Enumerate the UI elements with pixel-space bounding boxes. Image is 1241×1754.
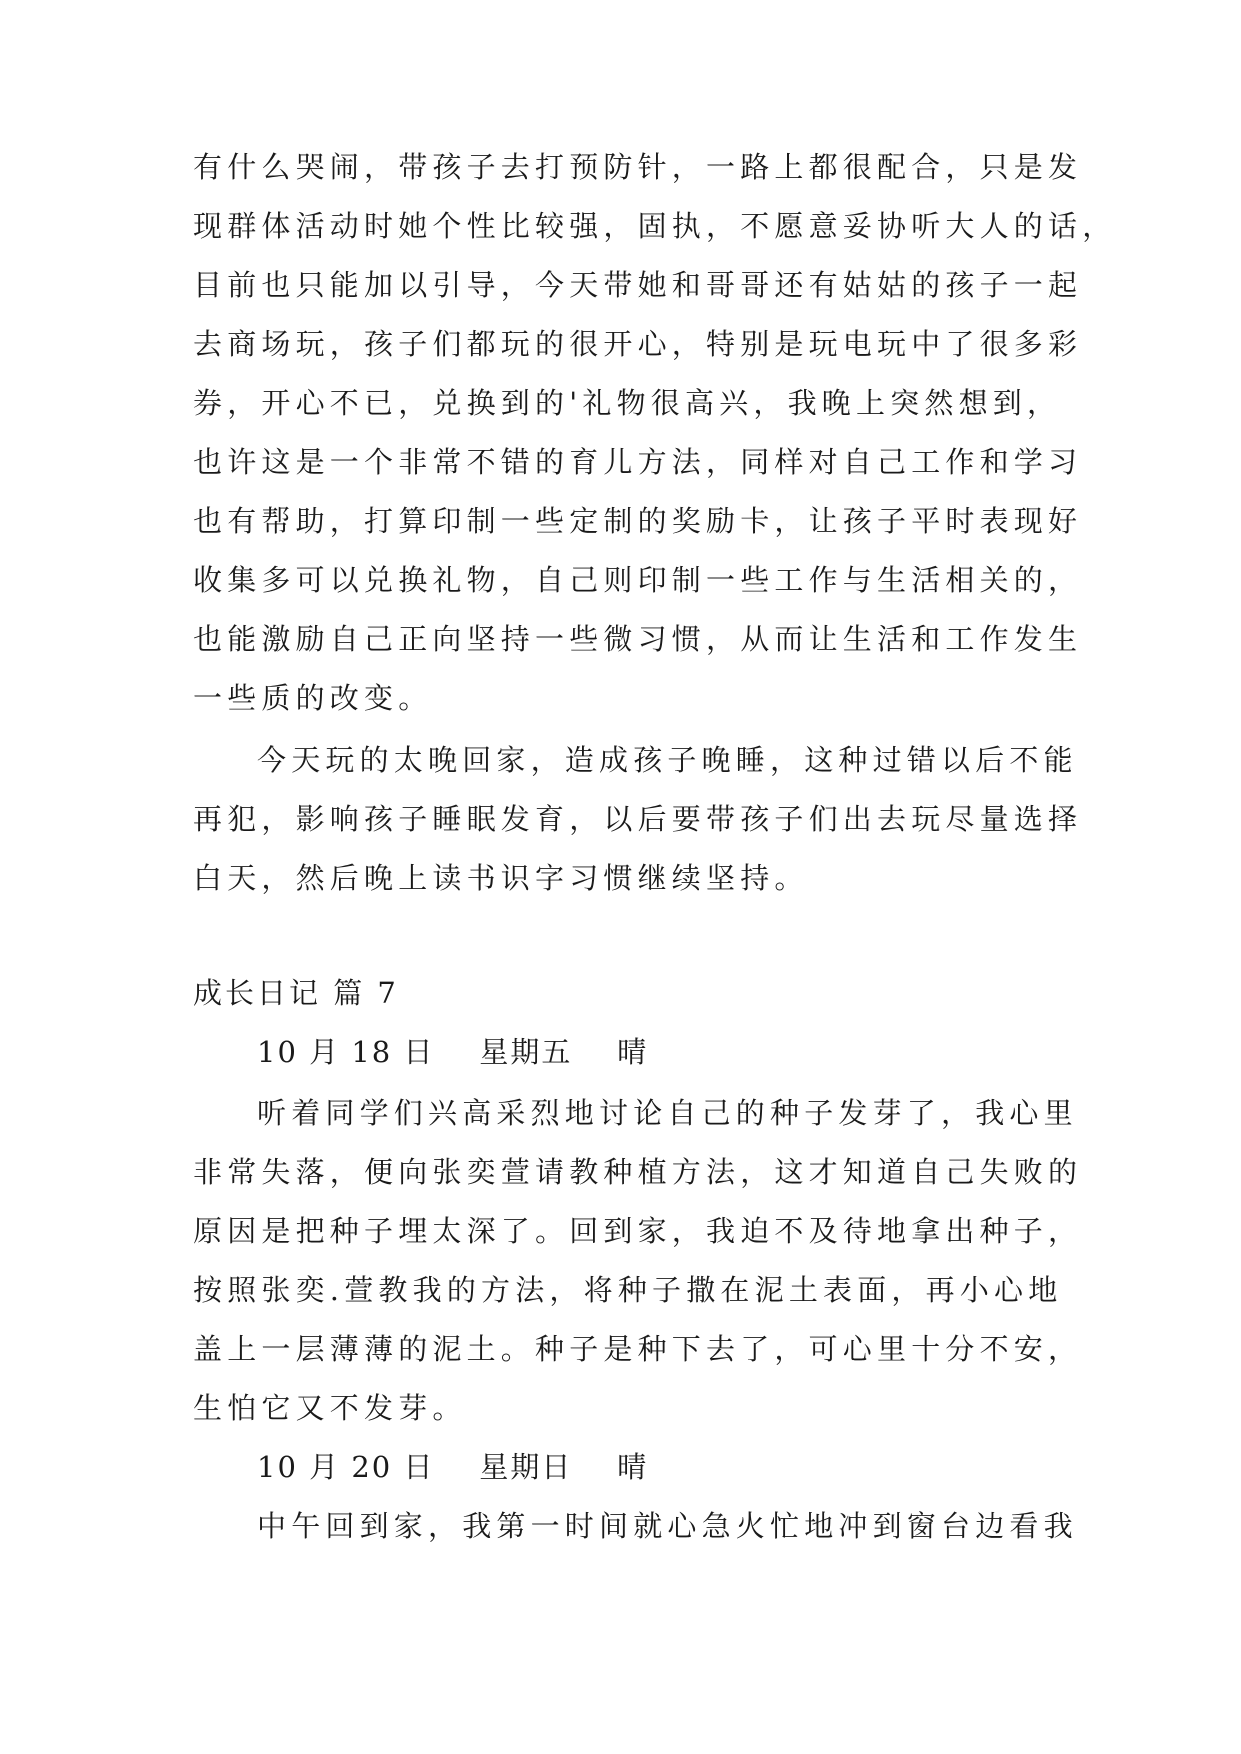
paragraph-line: 目前也只能加以引导，今天带她和哥哥还有姑姑的孩子一起: [193, 268, 1083, 302]
paragraph-line: 非常失落，便向张奕萱请教种植方法，这才知道自己失败的: [193, 1155, 1083, 1189]
paragraph-line: 听着同学们兴高采烈地讨论自己的种子发芽了，我心里: [257, 1096, 1078, 1130]
paragraph-line: 原因是把种子埋太深了。回到家，我迫不及待地拿出种子，: [193, 1214, 1083, 1248]
paragraph-line: 盖上一层薄薄的泥土。种子是种下去了，可心里十分不安，: [193, 1332, 1083, 1366]
entry-date-line: 10 月 18 日 星期五 晴: [257, 1035, 649, 1069]
paragraph-line: 现群体活动时她个性比较强，固执，不愿意妥协听大人的话，: [193, 209, 1117, 243]
paragraph-line: 白天，然后晚上读书识字习惯继续坚持。: [193, 861, 809, 895]
paragraph-line: 中午回到家，我第一时间就心急火忙地冲到窗台边看我: [257, 1509, 1078, 1543]
paragraph-line: 按照张奕.萱教我的方法，将种子撒在泥土表面，再小心地: [193, 1273, 1063, 1307]
paragraph-line: 生怕它又不发芽。: [193, 1391, 467, 1425]
section-heading: 成长日记 篇 7: [193, 976, 399, 1010]
paragraph-line: 再犯，影响孩子睡眠发育，以后要带孩子们出去玩尽量选择: [193, 802, 1083, 836]
paragraph-line: 也许这是一个非常不错的育儿方法，同样对自己工作和学习: [193, 445, 1083, 479]
paragraph-line: 也能激励自己正向坚持一些微习惯，从而让生活和工作发生: [193, 622, 1083, 656]
paragraph-line: 一些质的改变。: [193, 681, 433, 715]
entry-date-line: 10 月 20 日 星期日 晴: [257, 1450, 649, 1484]
paragraph-line: 也有帮助，打算印制一些定制的奖励卡，让孩子平时表现好: [193, 504, 1083, 538]
paragraph-line: 券，开心不已，兑换到的'礼物很高兴，我晚上突然想到，: [193, 386, 1062, 420]
paragraph-line: 收集多可以兑换礼物，自己则印制一些工作与生活相关的，: [193, 563, 1083, 597]
paragraph-line: 今天玩的太晚回家，造成孩子晚睡，这种过错以后不能: [257, 743, 1078, 777]
paragraph-line: 有什么哭闹，带孩子去打预防针，一路上都很配合，只是发: [193, 150, 1083, 184]
paragraph-line: 去商场玩，孩子们都玩的很开心，特别是玩电玩中了很多彩: [193, 327, 1083, 361]
